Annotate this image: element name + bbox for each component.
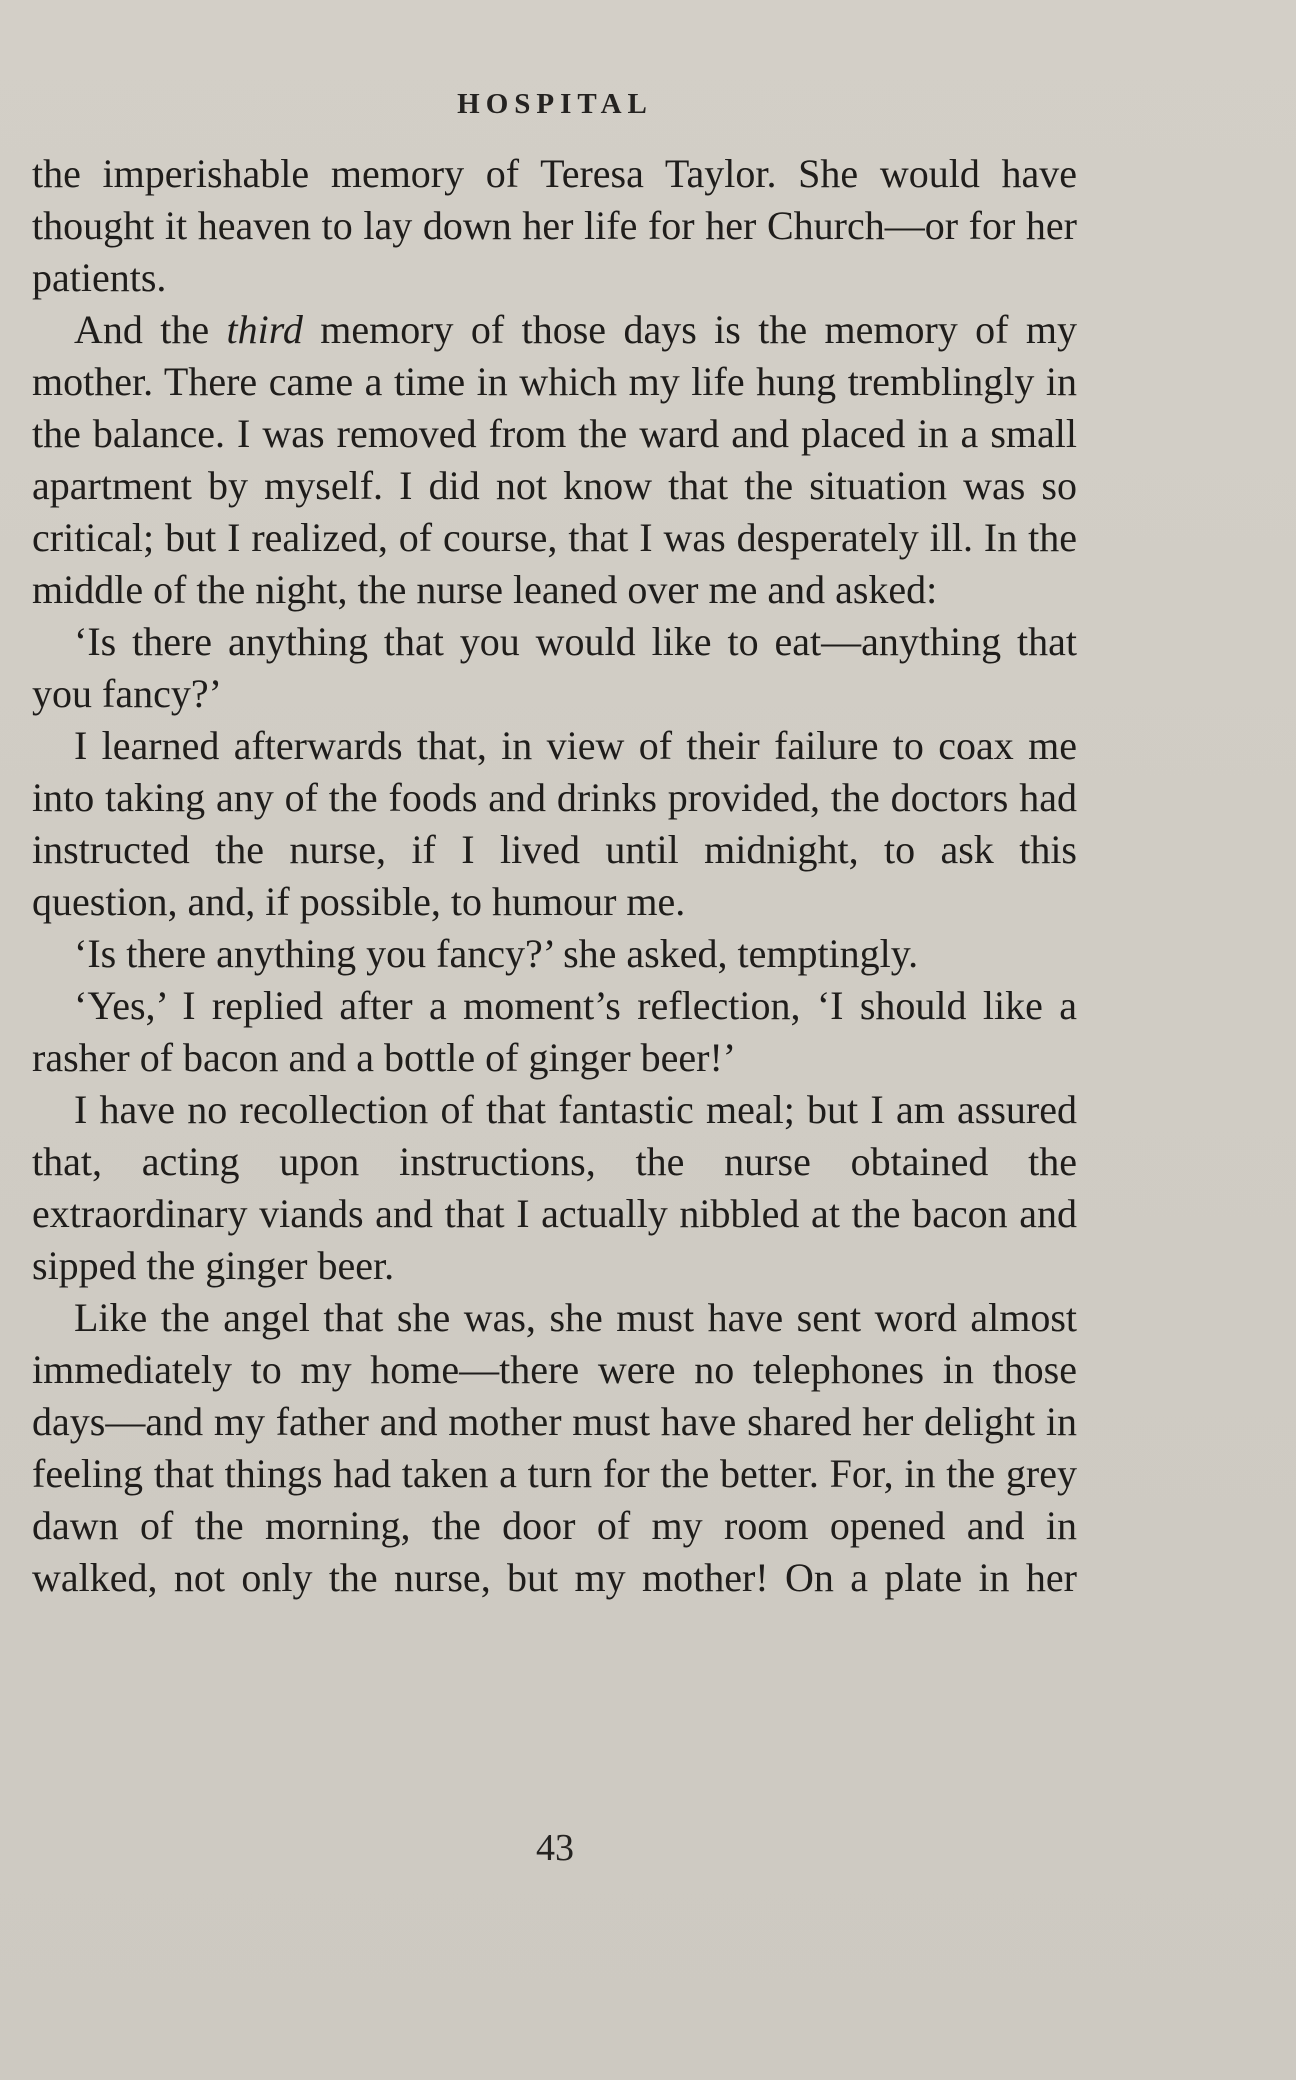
- paragraph: I have no recollection of that fantastic meal; but I am assured that, acting upon instructions, the nurse obtained the extraordinary viands and that I actually nibbled at the bacon and sipped the ginger beer.: [32, 1087, 1077, 1288]
- paragraph: Like the angel that she was, she must have sent word almost immediately to my home—there were no telephones in those days—and my father and mother must have shared her delight in feeling that things had taken a turn for the better. For, in the grey dawn of the morning, the door of my room opened and in walked, not only the nurse, but my mother! On a plate in her: [32, 1295, 1077, 1600]
- paragraph-text: And the: [74, 307, 227, 352]
- paragraph-text: memory of those days is the memory of my mother. There came a time in which my life hung tremblingly in the balance. I was removed from the ward and placed in a small apartment by myself. I did not know that the situation was so critical; but I realized, of course, that I was desperately ill. In the middle of the night, the nurse leaned over me and asked:: [32, 307, 1077, 612]
- paragraph: ‘Is there anything you fancy?’ she asked, temptingly.: [74, 931, 919, 976]
- italic-emphasis: third: [226, 307, 303, 352]
- paragraph: ‘Is there anything that you would like to eat—anything that you fancy?’: [32, 619, 1077, 716]
- paragraph: [32, 304, 1077, 616]
- paragraph: ‘Yes,’ I replied after a moment’s reflection, ‘I should like a rasher of bacon and a bottle of ginger beer!’: [32, 983, 1077, 1080]
- page-number: 43: [536, 1827, 574, 1869]
- running-head: HOSPITAL: [457, 88, 653, 120]
- paragraph: I learned afterwards that, in view of their failure to coax me into taking any of the foods and drinks provided, the doctors had instructed the nurse, if I lived until midnight, to ask this question, and, if possible, to humour me.: [32, 723, 1077, 924]
- body-text: [32, 148, 1077, 1604]
- paragraph: the imperishable memory of Teresa Taylor. She would have thought it heaven to lay down her life for her Church—or for her patients.: [32, 151, 1077, 300]
